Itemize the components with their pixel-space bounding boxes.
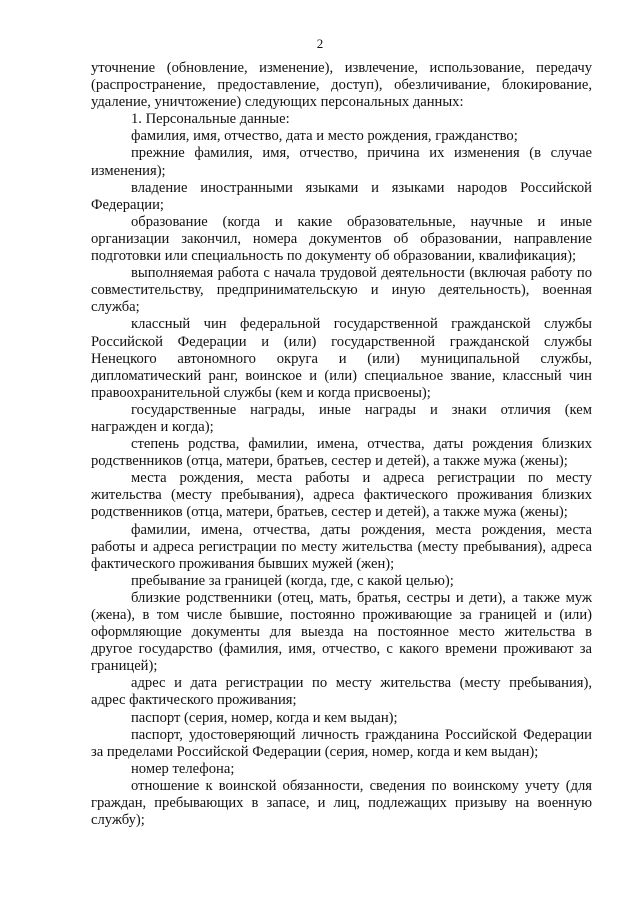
text-line: паспорт, удостоверяющий личность гражданина Российской Федерации (131, 726, 592, 743)
text-line: (распространение, предоставление, доступ), обезличивание, блокирование, (91, 77, 592, 94)
paragraph (91, 710, 592, 727)
text-line: работы и адреса регистрации по месту жительства (месту пребывания), адреса (91, 538, 592, 555)
text-line: места рождения, места работы и адреса регистрации по месту (131, 470, 592, 487)
paragraph (91, 590, 592, 675)
text-line: организации закончил, номера документов об образовании, направление (91, 230, 592, 247)
paragraph (91, 522, 592, 573)
text-line: правоохранительной службы (кем и когда присвоены); (91, 384, 431, 401)
paragraph (91, 316, 592, 401)
paragraph (91, 111, 592, 128)
text-line: (жена), в том числе бывшие, постоянно проживающие за границей и (или) (91, 607, 592, 623)
text-line: Российской Федерации и (или) государственной гражданской службы (91, 333, 592, 350)
text-line: служба; (91, 299, 140, 316)
text-line: пребывание за границей (когда, где, с какой целью); (131, 572, 454, 589)
text-line: дипломатический ранг, воинское и (или) специальное звание, классный чин (91, 367, 592, 384)
paragraph (91, 436, 592, 470)
text-line: фамилии, имена, отчества, даты рождения, места рождения, места (131, 521, 592, 538)
text-line: отношение к воинской обязанности, сведения по воинскому учету (для (131, 777, 592, 794)
paragraph (91, 128, 592, 145)
text-line: границей); (91, 658, 158, 675)
paragraph (91, 470, 592, 521)
text-line: 1. Персональные данные: (131, 111, 290, 128)
paragraph (91, 761, 592, 778)
text-line: адрес фактического проживания; (91, 692, 297, 709)
text-line: совместительству, предпринимательскую и иную деятельность), военная (91, 282, 592, 299)
text-line: награжден и когда); (91, 418, 214, 435)
page-number: 2 (316, 36, 324, 51)
paragraph (91, 573, 592, 590)
paragraph (91, 402, 592, 436)
text-line: государственные награды, иные награды и знаки отличия (кем (131, 401, 592, 418)
text-line: выполняемая работа с начала трудовой деятельности (включая работу по (131, 265, 592, 282)
text-line: классный чин федеральной государственной гражданской службы (131, 316, 592, 333)
text-line: родственников (отца, матери, братьев, сестер и детей), а также мужа (жены); (91, 504, 568, 521)
paragraph (91, 60, 592, 111)
text-line: изменения); (91, 162, 166, 179)
text-line: Федерации; (91, 196, 164, 213)
text-line: близкие родственники (отец, мать, братья, сестры и дети), а также муж (131, 589, 592, 606)
paragraph (91, 675, 592, 709)
text-line: фактического проживания бывших мужей (жен); (91, 555, 395, 572)
text-line: фамилия, имя, отчество, дата и место рождения, гражданство; (131, 128, 518, 145)
paragraph (91, 180, 592, 214)
text-line: уточнение (обновление, изменение), извлечение, использование, передачу (91, 60, 592, 76)
text-line: степень родства, фамилии, имена, отчества, даты рождения близких (131, 436, 592, 453)
text-line: жительства (месту пребывания), адреса фактического проживания близких (91, 487, 592, 504)
text-line: Ненецкого автономного округа и (или) муниципальной службы, (91, 350, 592, 367)
text-line: паспорт (серия, номер, когда и кем выдан); (131, 709, 398, 726)
text-line: прежние фамилия, имя, отчество, причина их изменения (в случае (131, 145, 592, 162)
text-line: подготовки или специальность по документу об образовании, квалификация); (91, 248, 577, 265)
text-line: другое государство (фамилия, имя, отчество, с какого времени проживают за (91, 641, 592, 658)
paragraph (91, 265, 592, 316)
text-line: родственников (отца, матери, братьев, сестер и детей), а также мужа (жены); (91, 453, 568, 470)
text-line: за пределами Российской Федерации (серия, номер, когда и кем выдан); (91, 743, 539, 760)
text-line: адрес и дата регистрации по месту жительства (месту пребывания), (131, 675, 592, 692)
paragraph (91, 727, 592, 761)
text-line: номер телефона; (131, 760, 235, 777)
paragraph (91, 214, 592, 265)
text-line: оформляющие документы для выезда на постоянное место жительства в (91, 624, 592, 641)
text-line: граждан, пребывающих в запасе, и лиц, подлежащих призыву на военную (91, 795, 592, 812)
text-line: владение иностранными языками и языками народов Российской (131, 179, 592, 196)
text-line: службу); (91, 812, 145, 829)
text-line: образование (когда и какие образовательные, научные и иные (131, 213, 592, 230)
paragraph (91, 778, 592, 829)
paragraph (91, 145, 592, 179)
text-line: удаление, уничтожение) следующих персональных данных: (91, 94, 464, 111)
document-body (91, 60, 592, 829)
